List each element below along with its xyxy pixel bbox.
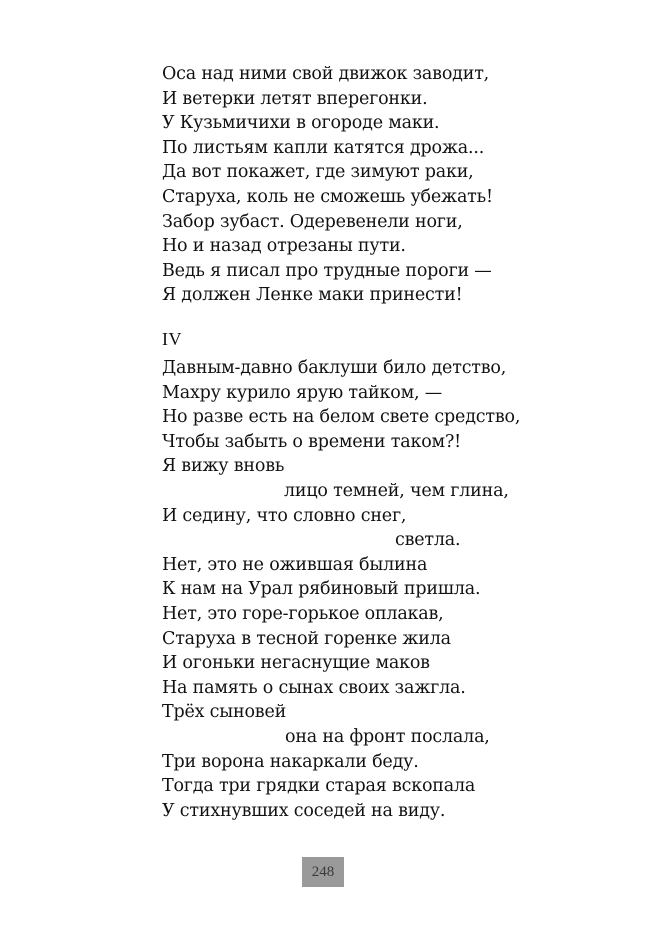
poem-line: У Кузьмичихи в огороде маки.: [162, 113, 440, 134]
poem-line: Чтобы забыть о времени таком?!: [162, 431, 461, 452]
poem-line: Старуха в тесной горенке жила: [162, 628, 451, 649]
section-heading: IV: [162, 329, 182, 349]
poem-line: Я должен Ленке маки принести!: [162, 285, 463, 306]
poem-stanza-1: [162, 62, 582, 308]
poem-line: И ветерки летят вперегонки.: [162, 88, 428, 109]
poem-line: Ведь я писал про трудные пороги —: [162, 260, 492, 281]
poem-stanza-2: [162, 356, 582, 823]
poem-line: Махру курило ярую тайком, —: [162, 382, 443, 403]
poem-line-indented: она на фронт послала,: [285, 726, 490, 747]
poem-line: На память о сынах своих зажгла.: [162, 677, 466, 698]
poem-line: У стихнувших соседей на виду.: [162, 800, 446, 821]
poem-line: К нам на Урал рябиновый пришла.: [162, 579, 481, 600]
poem-line: Да вот покажет, где зимуют раки,: [162, 162, 474, 183]
poem-line: Тогда три грядки старая вскопала: [162, 776, 476, 797]
poem-line: По листьям капли катятся дрожа...: [162, 137, 485, 158]
poem-line: Оса над ними свой движок заводит,: [162, 64, 490, 84]
poem-line: Я вижу вновь: [162, 456, 285, 477]
poem-line: Нет, это не ожившая былина: [162, 554, 428, 575]
poem-line: Но разве есть на белом свете средство,: [162, 407, 521, 428]
poem-line-indented: светла.: [395, 530, 461, 551]
poem-line: Давным-давно баклуши било детство,: [162, 358, 507, 378]
poem-line: Трёх сыновей: [162, 702, 287, 723]
poem-line: Но и назад отрезаны пути.: [162, 236, 406, 257]
page-number: 248: [302, 857, 344, 887]
poem-line-indented: лицо темней, чем глина,: [284, 480, 509, 501]
poem-line: Забор зубаст. Одеревенели ноги,: [162, 211, 463, 232]
poem-line: Старуха, коль не сможешь убежать!: [162, 186, 493, 207]
poem-line: Нет, это горе-горькое оплакав,: [162, 603, 444, 624]
poem-line: Три ворона накаркали беду.: [162, 751, 419, 772]
poem-line: И седину, что словно снег,: [162, 505, 407, 526]
poem-line: И огоньки негаснущие маков: [162, 653, 430, 674]
